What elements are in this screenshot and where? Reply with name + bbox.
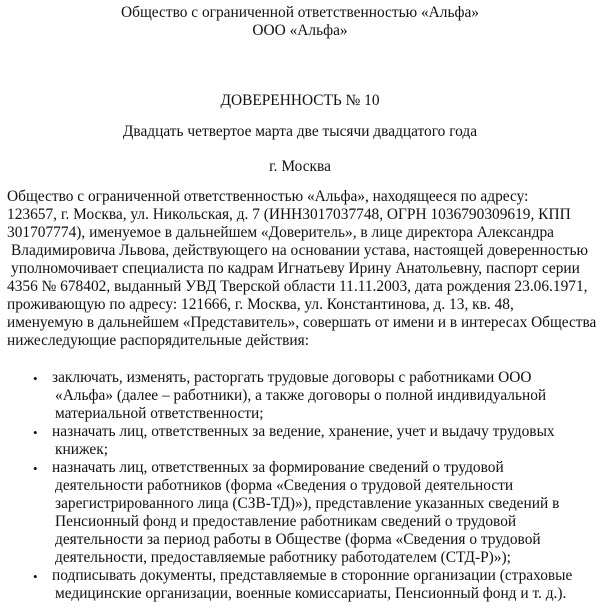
list-item-line: книжек; xyxy=(55,441,108,458)
list-item-line: назначать лиц, ответственных за ведение, хранение, учет и выдачу трудовых xyxy=(52,423,555,440)
list-item-line: назначать лиц, ответственных за формирование сведений о трудовой xyxy=(52,459,504,476)
body-line: 301707774), именуемое в дальнейшем «Доверитель», в лице директора Александра xyxy=(7,224,554,241)
body-line: уполномочивает специалиста по кадрам Игнатьеву Ирину Анатольевну, паспорт серии xyxy=(11,260,580,277)
bullet-icon: • xyxy=(33,371,38,386)
document-date: Двадцать четвертое марта две тысячи двадцатого года xyxy=(122,123,478,140)
bullet-icon: • xyxy=(33,461,38,476)
body-line: 123657, г. Москва, ул. Никольская, д. 7 (ИНН3017037748, ОГРН 1036790309619, КПП xyxy=(7,206,571,223)
list-item-line: Пенсионный фонд и предоставление работникам сведений о трудовой xyxy=(55,513,517,530)
body-line: Владимировича Львова, действующего на основании устава, настоящей доверенностью xyxy=(11,242,589,259)
org-short-name: ООО «Альфа» xyxy=(252,22,348,39)
document-city: г. Москва xyxy=(269,158,331,175)
list-item-line: зарегистрированного лица (СЗВ-ТД)»), представление указанных сведений в xyxy=(55,495,560,512)
org-full-name: Общество с ограниченной ответственностью «Альфа» xyxy=(121,4,479,21)
body-line: Общество с ограниченной ответственностью «Альфа», находящееся по адресу: xyxy=(7,188,529,205)
bullet-icon: • xyxy=(33,425,38,440)
list-item-line: материальной ответственности; xyxy=(55,405,264,422)
list-item-line: деятельности, предоставляемые работнику работодателем (СТД-Р)»); xyxy=(55,549,511,566)
document-title: ДОВЕРЕННОСТЬ № 10 xyxy=(220,92,380,109)
list-item-line: заключать, изменять, расторгать трудовые договоры с работниками ООО xyxy=(52,369,532,386)
list-item-line: деятельности работников (форма «Сведения о трудовой деятельности xyxy=(55,477,514,494)
list-item-line: подписывать документы, представляемые в сторонние организации (страховые xyxy=(52,567,573,584)
bullet-icon: • xyxy=(33,569,38,584)
list-item-line: деятельности за период работы в Обществе (форма «Сведения о трудовой xyxy=(55,531,541,548)
body-line: именуемую в дальнейшем «Представитель», совершать от имени и в интересах Общества xyxy=(7,314,597,331)
list-item-line: медицинские организации, военные комиссариаты, Пенсионный фонд и т. д.). xyxy=(55,585,567,602)
body-line: нижеследующие распорядительные действия: xyxy=(7,332,310,349)
body-line: 4356 № 678402, выданный УВД Тверской области 11.11.2003, дата рождения 23.06.1971, xyxy=(7,278,588,295)
body-line: проживающую по адресу: 121666, г. Москва, ул. Константинова, д. 13, кв. 48, xyxy=(7,296,514,313)
list-item-line: «Альфа» (далее – работники), а также договоры о полной индивидуальной xyxy=(55,387,547,404)
